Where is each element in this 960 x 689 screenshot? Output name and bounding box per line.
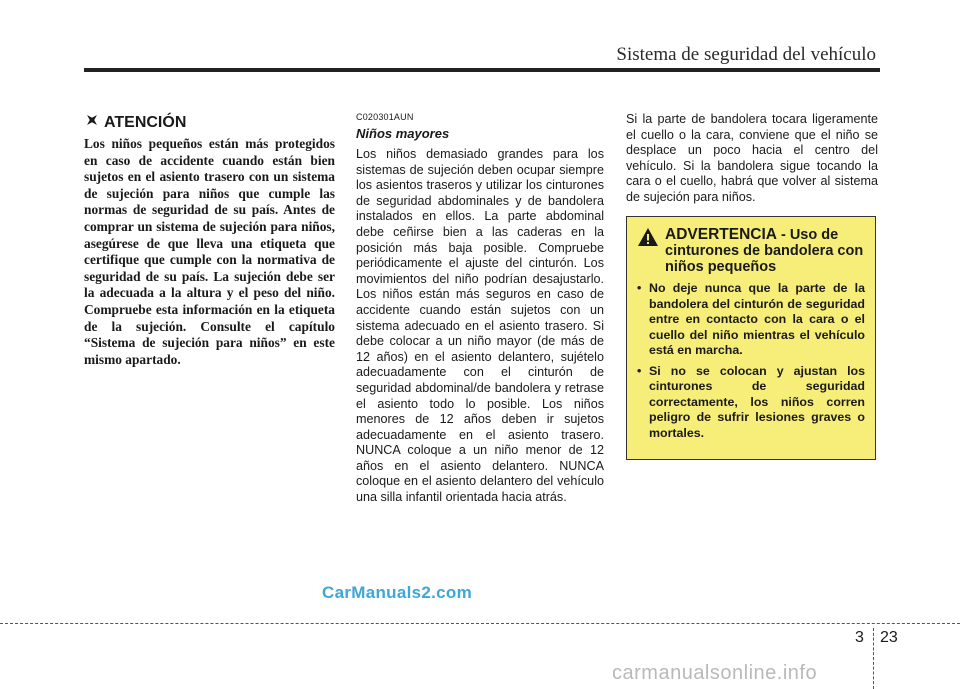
- right-column: [626, 112, 878, 206]
- warning-item: [637, 281, 865, 359]
- page-header-title: Sistema de seguridad del vehículo: [616, 44, 876, 65]
- warning-triangle-icon: [637, 227, 659, 252]
- warning-box: [626, 216, 876, 460]
- warning-item-text: No deje nunca que la parte de la bandolera del cinturón de seguridad entre en contacto con la cara o el cuello del niño mientras el vehículo está en marcha.: [649, 281, 865, 357]
- section-number: 3: [855, 629, 864, 646]
- section-body: Los niños demasiado grandes para los sistemas de sujeción deben ocupar siempre los asientos traseros y utilizar los cinturones de seguridad abdominales y de bandolera instalados en ellos. La parte abdominal debe ceñirse bien a las caderas en la posición más baja posible. Compruebe periódicamente el ajuste del cinturón. Los movimientos del niño podrían desajustarlo. Los niños están más seguros en caso de accidente cuando están sujetos con un sistema adecuado en el asiento trasero. Si debe colocar a un niño mayor (de más de 12 años) en el asiento delantero, sujételo adecuadamente con el cinturón de seguridad abdominal/de bandolera y retrase el asiento todo lo posible. Los niños menores de 12 años deben ir sujetos adecuadamente en el asiento trasero. NUNCA coloque a un niño menor de 12 años en el asiento delantero. NUNCA coloque en el asiento delantero del vehículo una silla infantil orientada hacia atrás.: [356, 147, 604, 505]
- page-number: 23: [880, 629, 898, 646]
- warning-title-main: ADVERTENCIA: [665, 226, 777, 243]
- site-watermark[interactable]: CarManuals2.com: [322, 583, 472, 602]
- attention-column: [84, 112, 335, 368]
- attention-body: Los niños pequeños están más protegidos en caso de accidente cuando están bien sujetos en el asiento trasero con un sistema de sujeción para niños que cumple las normas de seguridad de su país. Antes de comprar un sistema de sujeción para niños, asegúrese de que lleva una etiqueta que certifique que cumple con la normativa de seguridad de su país. La sujeción debe ser la adecuada a la altura y el peso del niño. Compruebe esta información en la etiqueta de la sujeción. Consulte el capítulo “Sistema de sujeción para niños” en este mismo apartado.: [84, 136, 335, 367]
- bullet: •: [637, 281, 642, 295]
- section-column: [356, 112, 604, 506]
- attention-heading: [84, 112, 335, 133]
- footer-vertical-divider: [873, 628, 874, 689]
- warning-title-rest: - Uso de cinturones de bandolera con niños pequeños: [665, 227, 864, 275]
- warning-list: [637, 281, 865, 441]
- bullet: •: [637, 363, 642, 378]
- warning-heading: [637, 227, 865, 275]
- footer-divider: [0, 623, 960, 624]
- section-subheading: Niños mayores: [356, 126, 450, 141]
- warning-item: [637, 364, 865, 442]
- header-rule: [84, 68, 880, 72]
- right-column-text: Si la parte de bandolera tocara ligeramente el cuello o la cara, conviene que el niño se desplace un poco hacia el centro del vehículo. Si la bandolera sigue tocando la cara o el cuello, habrá que volver al sistema de sujeción para niños.: [626, 112, 878, 204]
- cross-star-icon: [84, 112, 100, 133]
- warning-title: [665, 227, 865, 275]
- attention-title: ATENCIÓN: [104, 113, 187, 131]
- warning-item-text: Si no se colocan y ajustan los cinturones de seguridad correctamente, los niños corren peligro de sufrir lesiones graves o mortales.: [649, 363, 865, 440]
- bottom-watermark: carmanualsonline.info: [612, 662, 818, 684]
- section-code: C020301AUN: [356, 112, 414, 122]
